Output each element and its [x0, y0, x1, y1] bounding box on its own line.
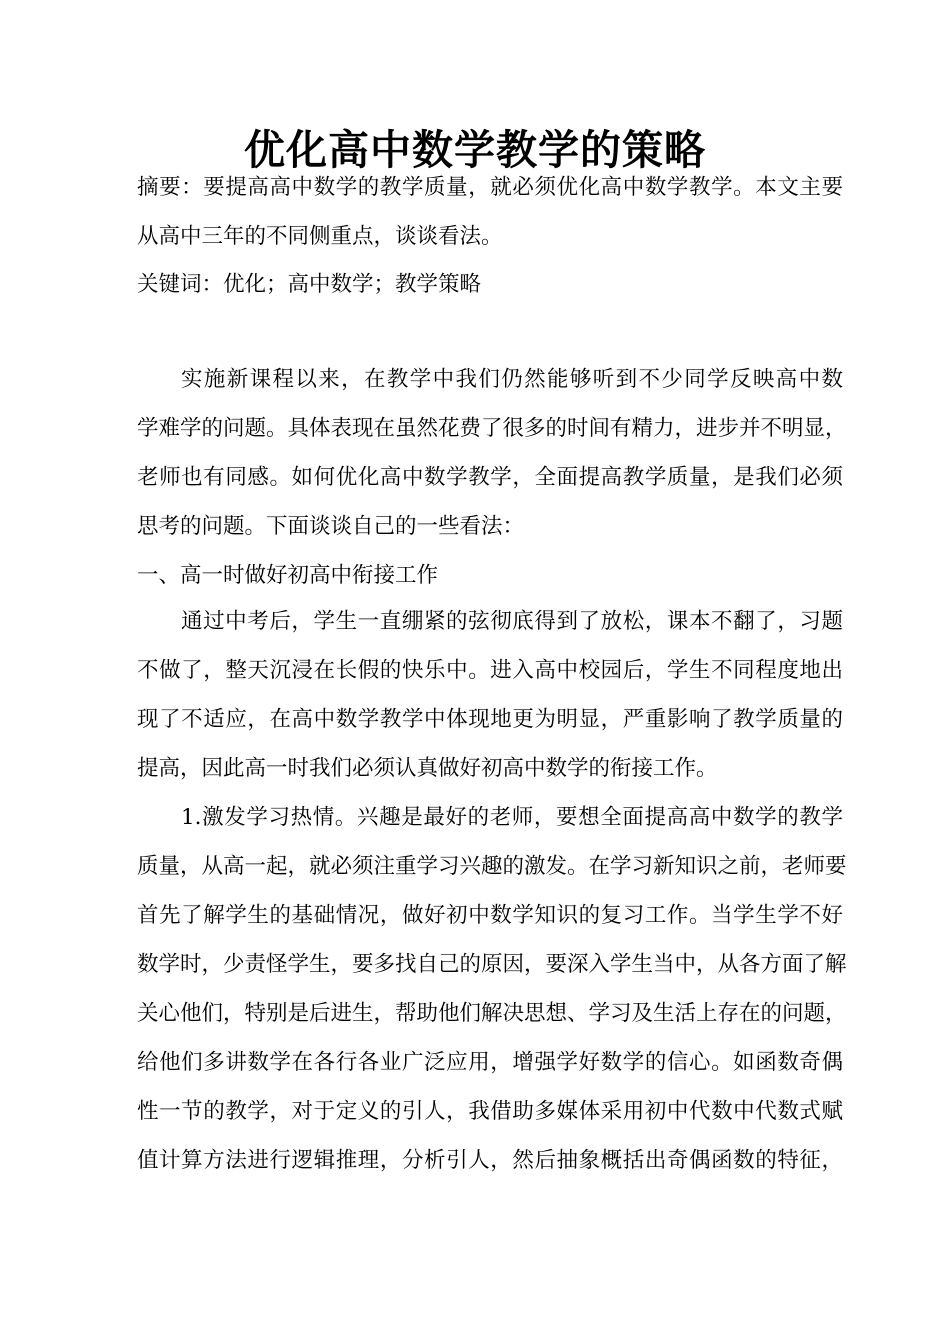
abstract-line-2: 从高中三年的不同侧重点，谈谈看法。 — [137, 224, 503, 249]
paragraph-line: 现了不适应，在高中数学教学中体现地更为明显，严重影响了教学质量的 — [137, 707, 843, 732]
paragraph-line: 不做了，整天沉浸在长假的快乐中。进入高中校园后，学生不同程度地出 — [137, 658, 843, 683]
paragraph-line: 1.激发学习热情。兴趣是最好的老师，要想全面提高高中数学的教学 — [181, 805, 843, 830]
paragraph-line: 提高，因此高一时我们必须认真做好初高中数学的衔接工作。 — [137, 756, 718, 781]
paragraph-line: 性一节的教学，对于定义的引人，我借助多媒体采用初中代数中代数式赋 — [137, 1099, 843, 1124]
paragraph-line: 学难学的问题。具体表现在虽然花费了很多的时间有精力，进步并不明显， — [137, 416, 847, 441]
paragraph-line: 思考的问题。下面谈谈自己的一些看法： — [137, 514, 525, 539]
paragraph-line: 值计算方法进行逻辑推理，分析引人，然后抽象概括出奇偶函数的特征， — [137, 1148, 843, 1173]
paragraph-line: 质量，从高一起，就必须注重学习兴趣的激发。在学习新知识之前，老师要 — [137, 854, 847, 879]
paragraph-line: 关心他们，特别是后进生，帮助他们解决思想、学习及生活上存在的问题， — [137, 1001, 847, 1026]
paragraph-line: 实施新课程以来，在教学中我们仍然能够听到不少同学反映高中数 — [181, 367, 843, 392]
abstract-line-1: 摘要：要提高高中数学的教学质量，就必须优化高中数学教学。本文主要 — [137, 175, 843, 200]
paragraph-line: 老师也有同感。如何优化高中数学教学，全面提高教学质量，是我们必须 — [137, 465, 843, 490]
keywords-line: 关键词：优化；高中数学；教学策略 — [137, 272, 482, 297]
paragraph-line: 首先了解学生的基础情况，做好初中数学知识的复习工作。当学生学不好 — [137, 903, 843, 928]
paragraph-line: 给他们多讲数学在各行各业广泛应用，增强学好数学的信心。如函数奇偶 — [137, 1050, 843, 1075]
paragraph-line: 数学时，少责怪学生，要多找自己的原因，要深入学生当中，从各方面了解 — [137, 952, 847, 977]
document-title: 优化高中数学教学的策略 — [244, 126, 706, 174]
paragraph-line: 通过中考后，学生一直绷紧的弦彻底得到了放松，课本不翻了，习题 — [181, 609, 843, 634]
section-heading: 一、高一时做好初高中衔接工作 — [137, 563, 439, 588]
